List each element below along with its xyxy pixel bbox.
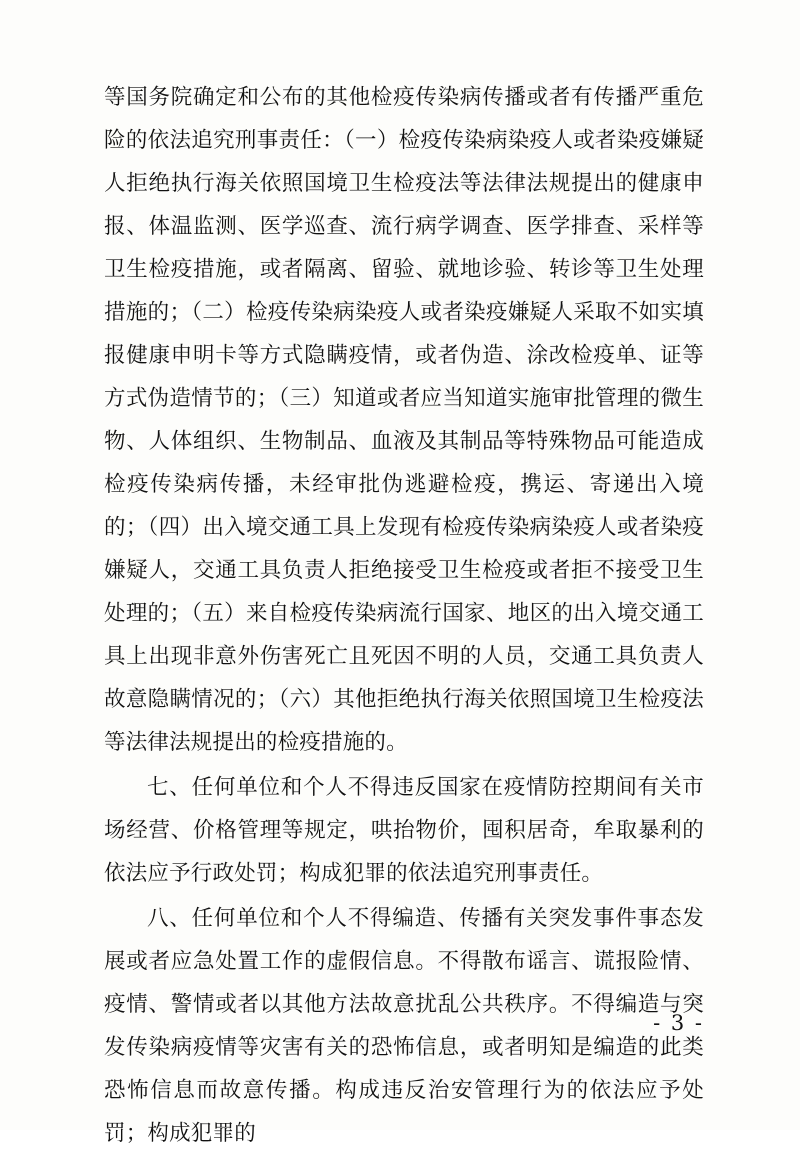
paragraph-article-eight: 八、任何单位和个人不得编造、传播有关突发事件事态发展或者应急处置工作的虚假信息。不得散布谣言、谎报险情、疫情、警情或者以其他方法故意扰乱公共秩序。不得编造与突发传染病疫情等灾害有关的恐怖信息，或者明知是编造的此类恐怖信息而故意传播。构成违反治安管理行为的依法应予处罚；构成犯罪的 [104, 906, 704, 1146]
page-text-body [104, 76, 704, 1155]
paragraph-article-seven: 七、任何单位和个人不得违反国家在疫情防控期间有关市场经营、价格管理等规定，哄抬物价，囤积居奇，牟取暴利的依法应予行政处罚；构成犯罪的依法追究刑事责任。 [104, 775, 704, 886]
page-number: - 3 - [653, 1011, 704, 1035]
paragraph-continued: 等国务院确定和公布的其他检疫传染病传播或者有传播严重危险的依法追究刑事责任：（一）检疫传染病染疫人或者染疫嫌疑人拒绝执行海关依照国境卫生检疫法等法律法规提出的健康申报、体温监测、医学巡查、流行病学调查、医学排查、采样等卫生检疫措施，或者隔离、留验、就地诊验、转诊等卫生处理措施的；（二）检疫传染病染疫人或者染疫嫌疑人采取不如实填报健康申明卡等方式隐瞒疫情，或者伪造、涂改检疫单、证等方式伪造情节的；（三）知道或者应当知道实施审批管理的微生物、人体组织、生物制品、血液及其制品等特殊物品可能造成检疫传染病传播，未经审批伪逃避检疫，携运、寄递出入境的；（四）出入境交通工具上发现有检疫传染病染疫人或者染疫嫌疑人，交通工具负责人拒绝接受卫生检疫或者拒不接受卫生处理的；（五）来自检疫传染病流行国家、地区的出入境交通工具上出现非意外伤害死亡且死因不明的人员，交通工具负责人故意隐瞒情况的；（六）其他拒绝执行海关依照国境卫生检疫法等法律法规提出的检疫措施的。 [104, 85, 704, 755]
